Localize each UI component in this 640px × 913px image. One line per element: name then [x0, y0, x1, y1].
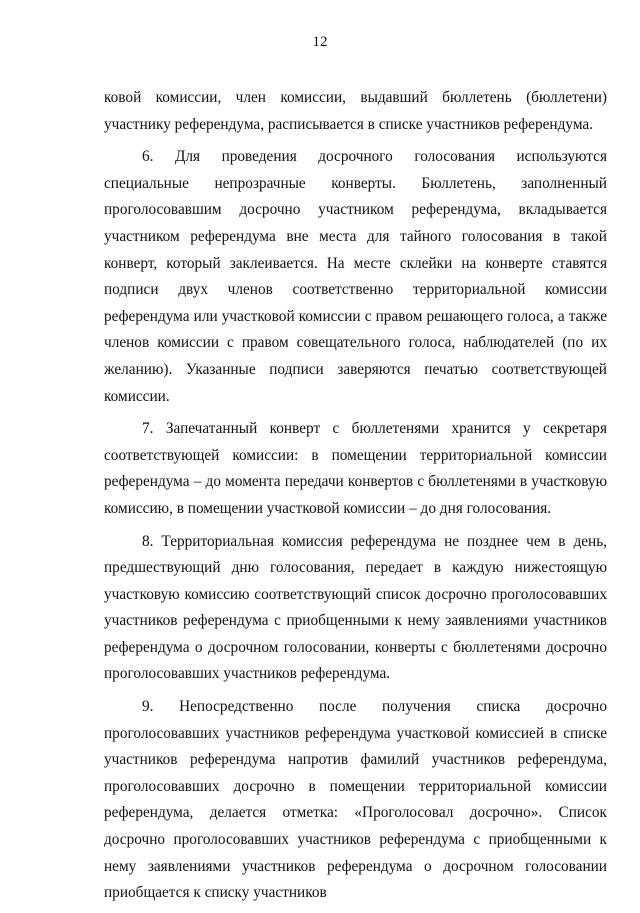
page-number: 12 [312, 34, 328, 50]
paragraph-9: 9. Непосредственно после получения списка досрочно проголосовавших участников референдума участковой комиссией в списке участников референдума напротив фамилий участников референдума, проголосовавших досрочно в помещении территориальной комиссии референдума, делается отметка: «Проголосовал досрочно». Список досрочно проголосовавших участников референдума с приобщенными к нему заявлениями участников референдума о досрочном голосовании приобщается к списку участников [104, 698, 607, 902]
paragraph-7: 7. Запечатанный конверт с бюллетенями хранится у секретаря соответствующей комиссии: в помещении территориальной комиссии референдума – до момента передачи конвертов с бюллетенями в участковую комиссию, в помещении участковой комиссии – до дня голосования. [104, 420, 607, 517]
document-body [104, 85, 607, 913]
paragraph-8: 8. Территориальная комиссия референдума не позднее чем в день, предшествующий дню голосования, передает в каждую нижестоящую участковую комиссию соответствующий список досрочно проголосовавших участников референдума с приобщенными к нему заявлениями участников референдума о досрочном голосовании, конверты с бюллетенями досрочно проголосовавших участников референдума. [104, 532, 607, 683]
paragraph-6: 6. Для проведения досрочного голосования используются специальные непрозрачные конверты. Бюллетень, заполненный проголосовавшим досрочно участником референдума, вкладывается участником референдума вне места для тайного голосования в такой конверт, который заклеивается. На месте склейки на конверте ставятся подписи двух членов соответственно территориальной комиссии референдума или участковой комиссии с правом решающего голоса, а также членов комиссии с правом совещательного голоса, наблюдателей (по их желанию). Указанные подписи заверяются печатью соответствующей комиссии. [104, 148, 607, 405]
paragraph-continuation: ковой комиссии, член комиссии, выдавший бюллетень (бюллетени) участнику референдума, расписывается в списке участников референдума. [104, 89, 607, 133]
